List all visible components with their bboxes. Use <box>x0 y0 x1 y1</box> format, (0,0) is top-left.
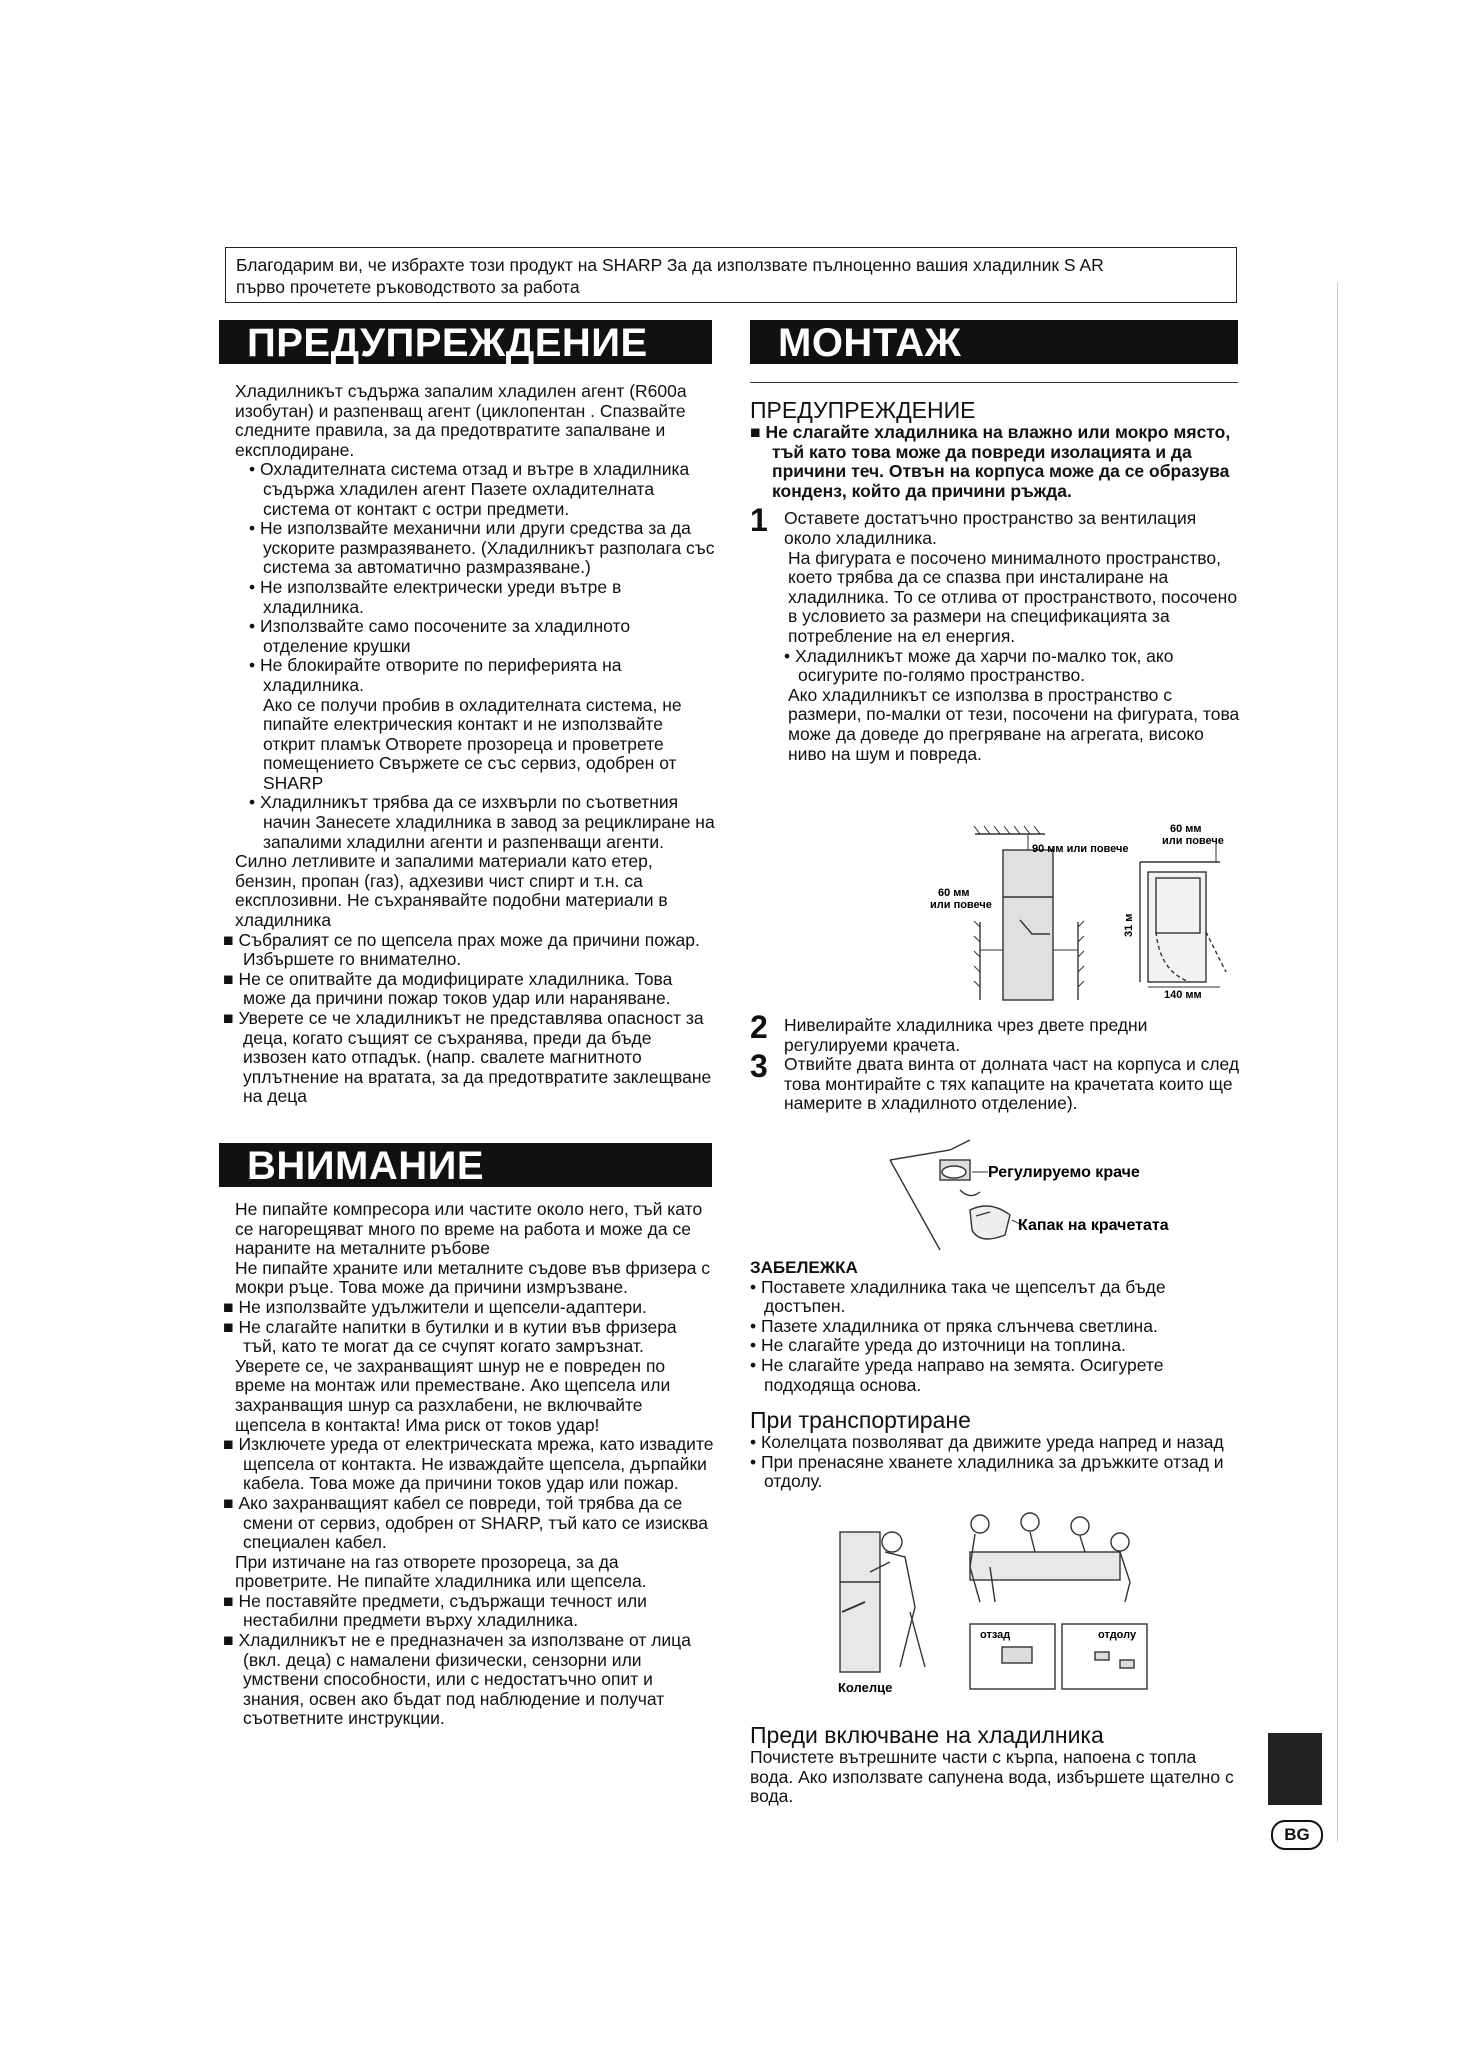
side-rule <box>1337 282 1338 1842</box>
caution-p1: Не пипайте компресора или частите около него, тъй като се нагорещяват много по време на работа и може да се нараните на металните ръбове <box>235 1199 703 1259</box>
list-item: • Не слагайте уреда до източници на топлина. <box>750 1335 1126 1356</box>
label-bottom: 140 мм <box>1164 989 1202 1001</box>
before-section <box>750 1722 1240 1807</box>
list-item: • Използвайте само посочените за хладилното отделение крушки <box>249 616 631 656</box>
step-1 <box>750 502 1240 764</box>
caution-section <box>223 1199 715 1729</box>
mount-banner <box>750 320 1238 364</box>
divider <box>750 382 1238 383</box>
step-number: 3 <box>750 1048 768 1085</box>
warning-title: ПРЕДУПРЕЖДЕНИЕ <box>247 321 648 365</box>
label-bottom-view: отдолу <box>1098 1629 1137 1641</box>
note-heading: ЗАБЕЛЕЖКА <box>750 1258 858 1277</box>
label-adjustable-foot: Регулируемо краче <box>988 1164 1140 1181</box>
list-item: ■ Хладилникът не е предназначен за използване от лица (вкл. деца) с намалени физически, сензорни или умствени способности, или с недостатъчно опит и знания, освен ако бъдат под наблюдение и получат съответните инструкции. <box>223 1630 691 1729</box>
mount-section <box>750 397 1240 764</box>
step-text: Оставете достатъчно пространство за вентилация около хладилника. <box>784 508 1197 548</box>
list-item: • Не използвайте механични или други средства за да ускорите размразяването. (Хладилникът разполага със система за автоматично размразяване.) <box>249 518 715 578</box>
step-text: Нивелирайте хладилника чрез двете предни регулируеми крачета. <box>784 1015 1148 1055</box>
step-small-note: Ако хладилникът се използва в пространство с размери, по-малки от тези, посочени на фигурата, това може да доведе до прегряване на агрегата, високо ниво на шум и повреда. <box>788 684 1240 764</box>
list-item: • Колелцата позволяват да движите уреда напред и назад <box>750 1432 1224 1453</box>
cord-note: Уверете се, че захранващият шнур не е повреден по време на монтаж или преместване. Ако щепсела или захранващия шнур са разхлабени, не включвайте щепсела в контакта! Има риск от токов удар! <box>235 1355 671 1435</box>
step-number: 2 <box>750 1009 768 1045</box>
foot-diagram <box>880 1120 1240 1260</box>
label-side2: или повече <box>930 899 992 911</box>
label-height: 31 м <box>1123 913 1135 937</box>
transport-illustration <box>830 1512 1160 1712</box>
before-heading: Преди включване на хладилника <box>750 1722 1104 1748</box>
list-item: ■ Изключете уреда от електрическата мрежа, като извадите щепсела от контакта. Не изваждайте щепсела, дърпайки кабела. Това може да причини токов удар или пожар. <box>223 1434 714 1494</box>
list-item: • Не използвайте електрически уреди вътре в хладилника. <box>249 576 622 617</box>
caution-p2: Не пипайте храните или металните съдове във фризера с мокри ръце. Това може да причини измръзване. <box>235 1257 711 1298</box>
caution-banner <box>219 1143 712 1187</box>
volatile-note: Силно летливите и запалими материали като етер, бензин, пропан (газ), адхезиви чист спирт и т.н. са експлозивни. Не съхранявайте подобни материали в хладилника <box>235 851 668 931</box>
list-item: • Не слагайте уреда направо на земята. Осигурете подходяща основа. <box>750 1354 1164 1395</box>
list-item: ■ Събралият се по щепсела прах може да причини пожар. Избършете го внимателно. <box>223 929 700 970</box>
list-item: ■ Ако захранващият кабел се повреди, той трябва да се смени от сервиз, одобрен от SHARP, тъй като се изисква специален кабел. <box>223 1492 708 1553</box>
clearance-diagram <box>920 822 1240 1002</box>
warning-section <box>223 381 715 1107</box>
intro-line-2: първо прочетете ръководството за работа <box>236 277 580 297</box>
label-right-top2: или повече <box>1162 835 1224 847</box>
label-back: отзад <box>980 1629 1011 1641</box>
label-top: 90 мм или повече <box>1032 843 1129 855</box>
gas-note: При изтичане на газ отворете прозореца, за да проветрите. Не пипайте хладилника или щепсела. <box>235 1551 647 1592</box>
list-item: • При пренасяне хванете хладилника за дръжките отзад и отдолу. <box>750 1451 1224 1492</box>
step-3 <box>750 1048 1240 1114</box>
transport-heading: При транспортиране <box>750 1407 971 1434</box>
label-right-top: 60 мм <box>1170 823 1202 835</box>
mount-title: МОНТАЖ <box>778 321 962 365</box>
step-text: Отвийте двата винта от долната част на корпуса и след това монтирайте с тях капаците на крачетата които ще намерите в хладилното отделение). <box>784 1054 1240 1114</box>
steps-2-3 <box>750 1009 1240 1114</box>
list-item: ■ Уверете се че хладилникът не представлява опасност за деца, когато същият се съхранява, преди да бъде извозен като отпадък. (напр. свалете магнитното уплътнение на вратата, за да предотвратите заклещване на деца <box>223 1008 712 1107</box>
step-fig-note: На фигурата е посочено минималното пространство, което трябва да се спазва при инсталиране на хладилника. То се отлива от пространството, посочено в условието за размери на спецификацията за потребление на ел енергия. <box>788 547 1238 646</box>
intro-line-1: Благодарим ви, че избрахте този продукт на SHARP За да използвате пълноценно вашия хладилник S AR <box>236 255 1104 275</box>
list-item: ■ Не използвайте удължители и щепсели-адаптери. <box>223 1296 647 1317</box>
step-number: 1 <box>750 502 768 539</box>
list-item: • Пазете хладилника от пряка слънчева светлина. <box>750 1315 1158 1336</box>
caution-title: ВНИМАНИЕ <box>247 1144 485 1188</box>
list-item: • Охладителната система отзад и вътре в хладилника съдържа хладилен агент Пазете охладителната система от контакт с остри предмети. <box>249 459 690 519</box>
intro-box <box>225 247 1237 303</box>
list-item: • Не блокирайте отворите по периферията на хладилника. <box>249 655 622 695</box>
leak-note: Ако се получи пробив в охладителната система, не пипайте електрическия контакт и не използвайте открит пламък Отворете прозореца и проветрете помещението Свържете се със сервиз, одобрен от SHARP <box>263 694 682 793</box>
list-item: ■ Не поставяйте предмети, съдържащи течност или нестабилни предмети върху хладилника. <box>223 1590 647 1631</box>
list-item: • Поставете хладилника така че щепселът да бъде достъпен. <box>750 1276 1166 1317</box>
list-item: • Хладилникът трябва да се изхвърли по съответния начин Занесете хладилника в завод за рециклиране на запалими хладилни агенти и разпенващи агенти. <box>249 792 715 852</box>
warning-banner <box>219 320 712 364</box>
warning-intro: Хладилникът съдържа запалим хладилен агент (R600a изобутан) и разпенващ агент (циклопентан . Спазвайте следните правила, за да предотвратите запалване и експлодиране. <box>235 381 687 460</box>
warn-text: ■ Не слагайте хладилника на влажно или мокро място, тъй като това може да повреди изолацията и да причини теч. Отвън на корпуса може да се образува конденз, който да причини ръжда. <box>750 422 1231 501</box>
list-item: ■ Не слагайте напитки в бутилки и в кутии във фризера тъй, като те могат да се счупят когато замръзнат. <box>223 1316 677 1357</box>
before-text: Почистете вътрешните части с кърпа, напоена с топла вода. Ако използвате сапунена вода, избършете щателно с вода. <box>750 1747 1234 1807</box>
list-item: • Хладилникът може да харчи по-малко ток, ако осигурите по-голямо пространство. <box>784 645 1174 686</box>
list-item: ■ Не се опитвайте да модифицирате хладилника. Това може да причини пожар токов удар или нараняване. <box>223 968 673 1009</box>
language-badge: BG <box>1271 1820 1323 1850</box>
notes-section <box>750 1258 1240 1492</box>
language-tab <box>1268 1733 1322 1805</box>
label-side: 60 мм <box>938 887 970 899</box>
label-foot-cover: Капак на крачетата <box>1018 1217 1169 1234</box>
warn-heading: ПРЕДУПРЕЖДЕНИЕ <box>750 397 976 423</box>
label-wheel: Колелце <box>838 1680 893 1695</box>
step-2 <box>750 1009 1240 1055</box>
